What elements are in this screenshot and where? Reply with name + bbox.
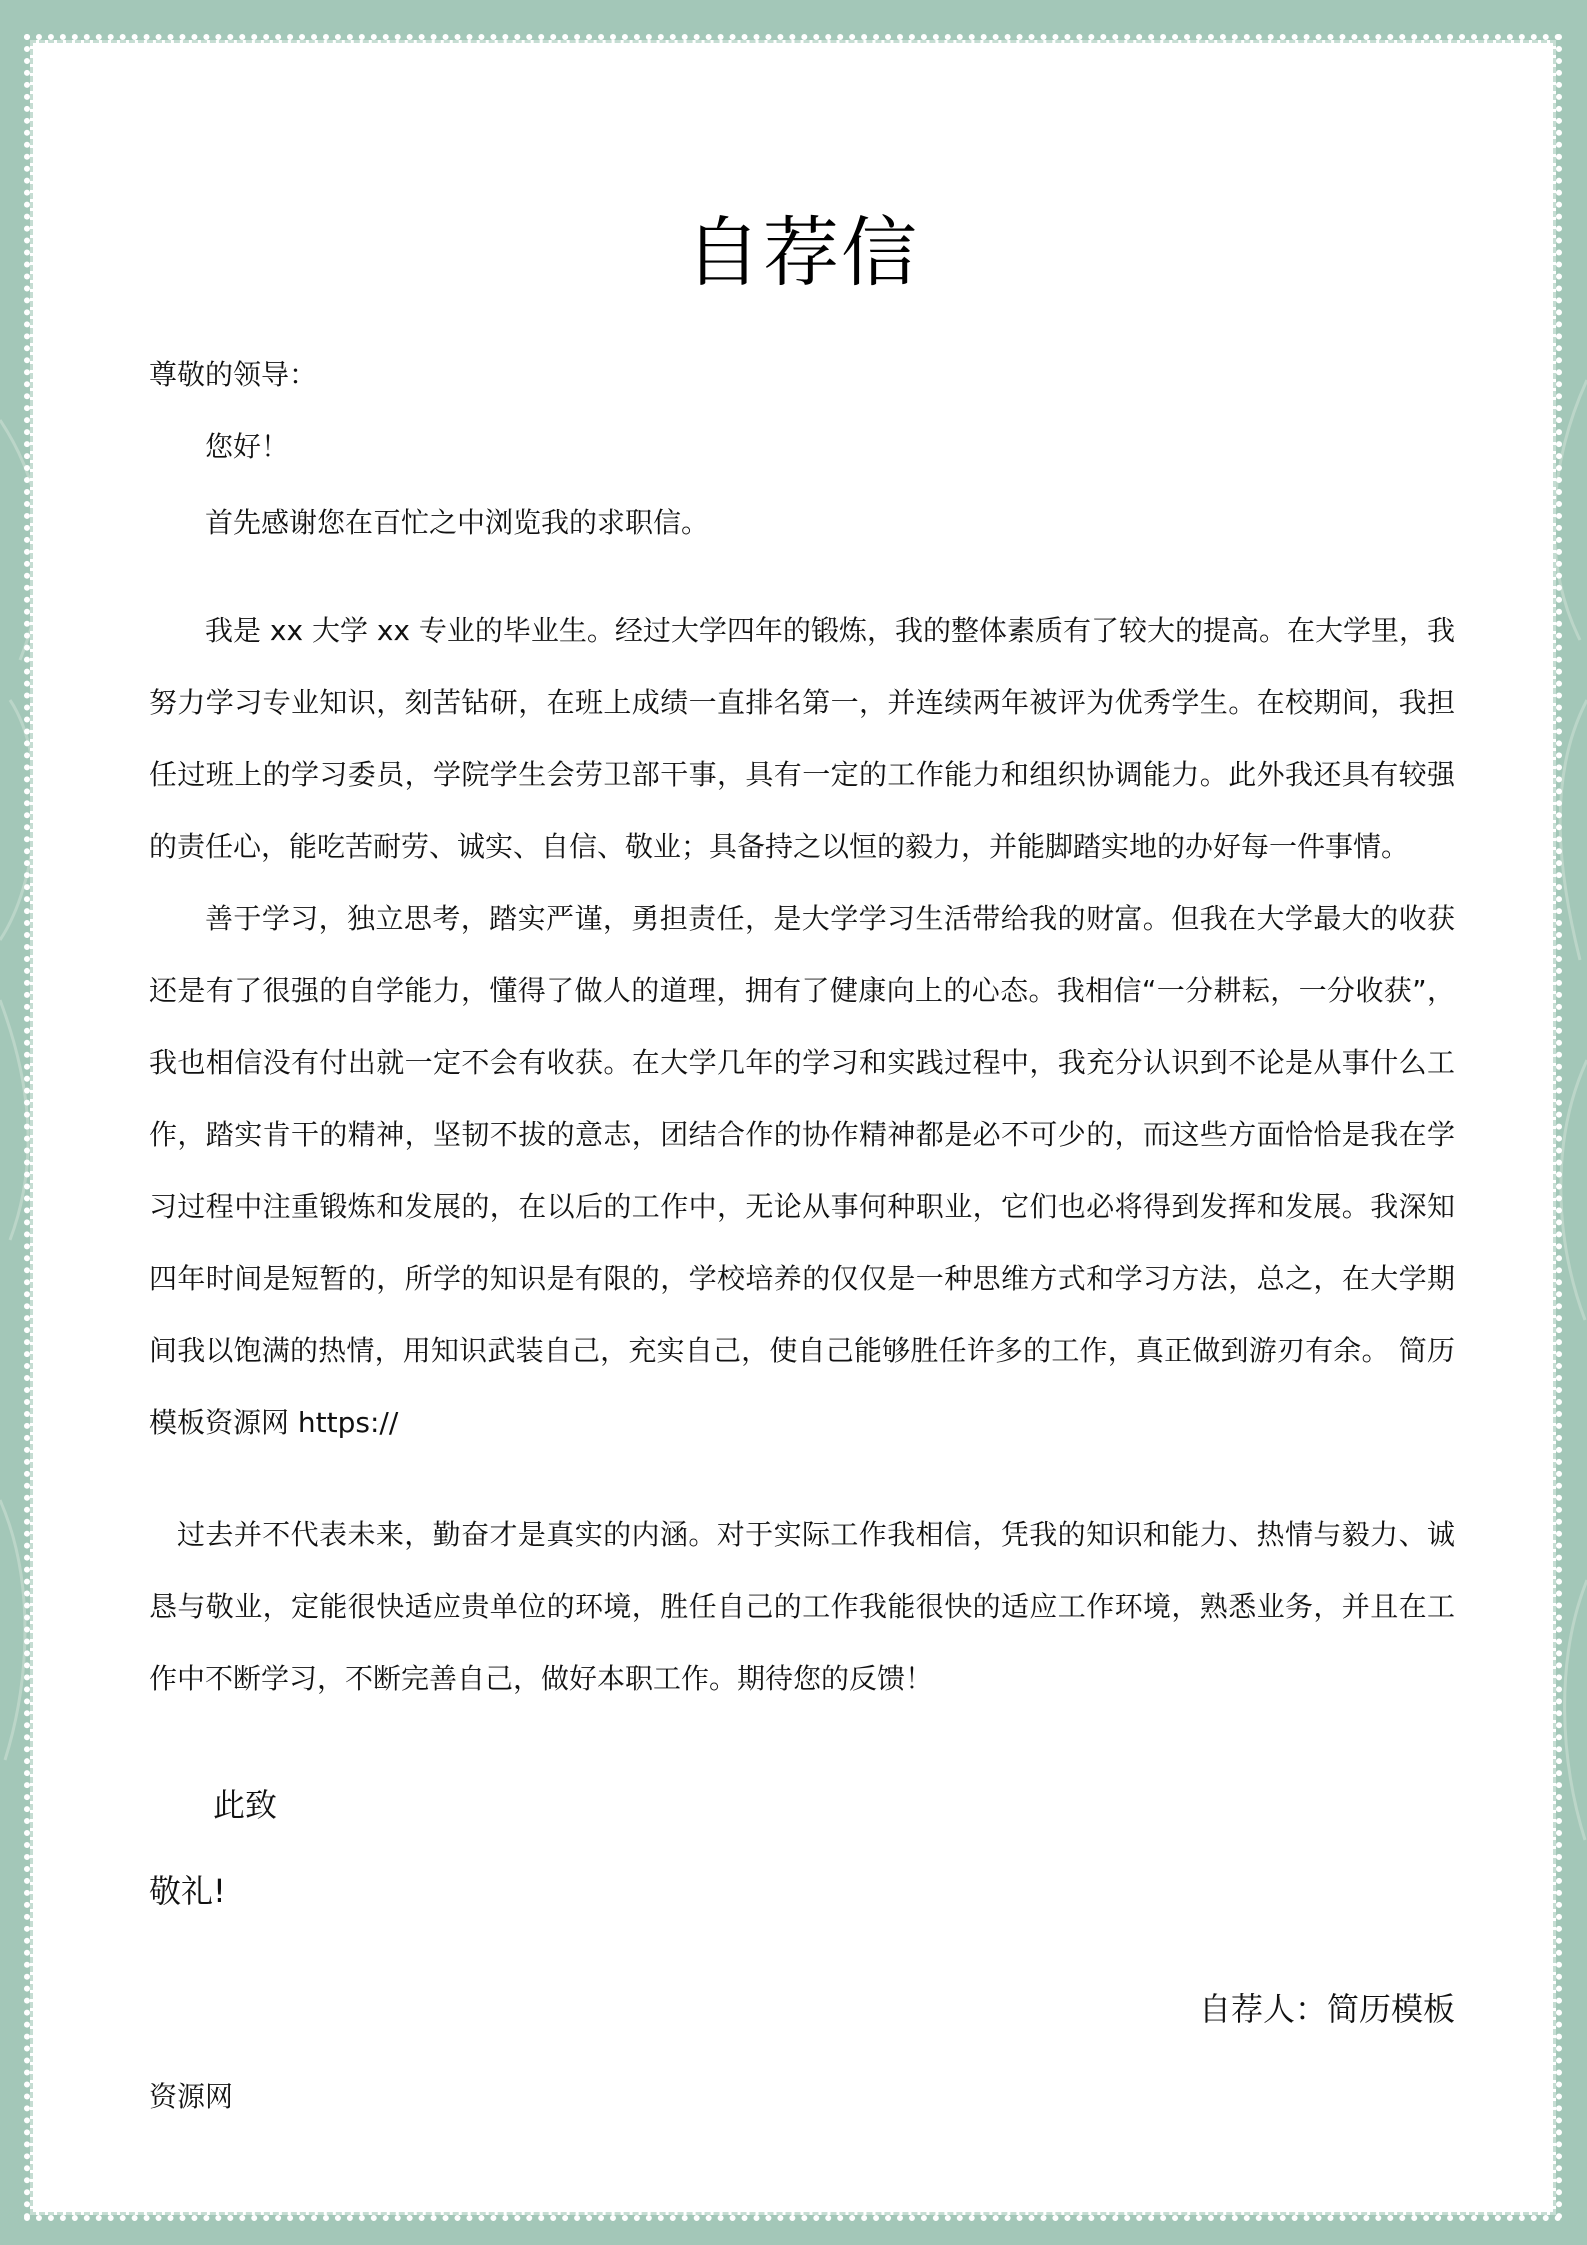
closing-phrase: 此致 <box>213 1786 278 1824</box>
paragraph-background: 我是 xx 大学 xx 专业的毕业生。经过大学四年的锻炼，我的整体素质有了较大的提高。在大学里，我努力学习专业知识，刻苦钻研，在班上成绩一直排名第一，并连续两年被评为优秀学生。在校期间，我担任过班上的学习委员，学院学生会劳卫部干事，具有一定的工作能力和组织协调能力。此外我还具有较强的责任心，能吃苦耐劳、诚实、自信、敬业；具备持之以恒的毅力，并能脚踏实地的办好每一件事情。 <box>149 614 1455 863</box>
signature: 自荐人：简历模板 <box>1198 1990 1455 2028</box>
letter-title: 自荐信 <box>685 208 919 297</box>
signature-continued: 资源网 <box>149 2080 234 2113</box>
regards: 敬礼! <box>149 1872 226 1910</box>
salutation: 尊敬的领导： <box>149 358 318 391</box>
letter-paper <box>30 40 1556 2215</box>
paragraph-intro: 首先感谢您在百忙之中浏览我的求职信。 <box>205 506 710 539</box>
greeting: 您好！ <box>205 430 290 463</box>
paragraph-learning: 善于学习，独立思考，踏实严谨，勇担责任，是大学学习生活带给我的财富。但我在大学最大的收获还是有了很强的自学能力，懂得了做人的道理，拥有了健康向上的心态。我相信“一分耕耘，一分收获”，我也相信没有付出就一定不会有收获。在大学几年的学习和实践过程中，我充分认识到不论是从事什么工作，踏实肯干的精神，坚韧不拔的意志，团结合作的协作精神都是必不可少的，而这些方面恰恰是我在学习过程中注重锻炼和发展的，在以后的工作中，无论从事何种职业，它们也必将得到发挥和发展。我深知四年时间是短暂的，所学的知识是有限的，学校培养的仅仅是一种思维方式和学习方法，总之，在大学期间我以饱满的热情，用知识武装自己，充实自己，使自己能够胜任许多的工作，真正做到游刃有余。 简历模板资源网 https:// <box>149 902 1455 1439</box>
paragraph-future: 过去并不代表未来，勤奋才是真实的内涵。对于实际工作我相信，凭我的知识和能力、热情与毅力、诚恳与敬业，定能很快适应贵单位的环境，胜任自己的工作我能很快的适应工作环境，熟悉业务，并且在工作中不断学习，不断完善自己，做好本职工作。期待您的反馈！ <box>149 1518 1455 1695</box>
